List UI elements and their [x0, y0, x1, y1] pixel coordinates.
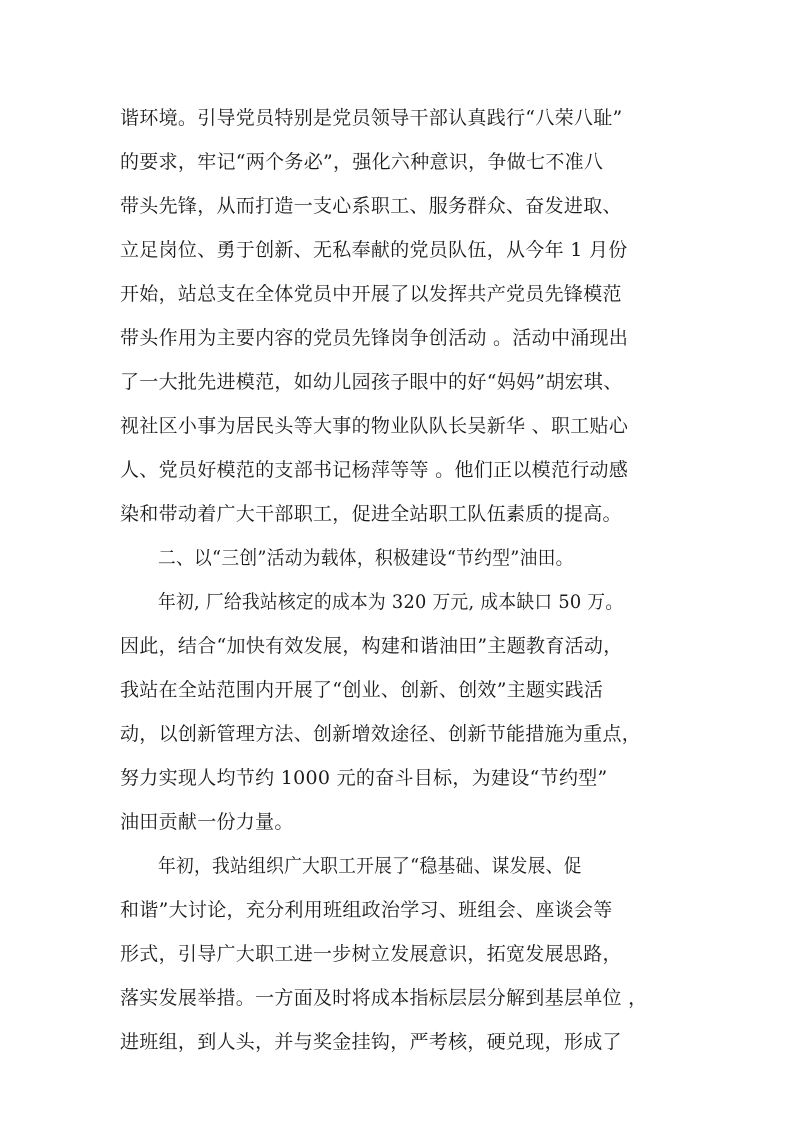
text-line: 年初，我站组织广大职工开展了“稳基础、谋发展、促	[158, 855, 582, 877]
text-line: 形式，引导广大职工进一步树立发展意识，拓宽发展思路，	[120, 943, 622, 965]
text-line: 人、党员好模范的支部书记杨萍等等 。他们正以模范行动感	[120, 459, 629, 481]
text-line: 因此，结合“加快有效发展，构建和谐油田”主题教育活动，	[120, 635, 623, 657]
text-line: 了一大批先进模范，如幼儿园孩子眼中的好“妈妈”胡宏琪、	[120, 371, 623, 393]
text-line: 落实发展举措。一方面及时将成本指标层层分解到基层单位 ，	[120, 987, 648, 1009]
text-line: 开始，站总支在全体党员中开展了以发挥共产党员先锋模范	[120, 283, 622, 305]
text-line: 带头作用为主要内容的党员先锋岗争创活动 。活动中涌现出	[120, 327, 629, 349]
text-line: 进班组，到人头，并与奖金挂钩，严考核，硬兑现，形成了	[120, 1031, 622, 1053]
text-line: 视社区小事为居民头等大事的物业队队长吴新华 、职工贴心	[120, 415, 629, 437]
text-line: 立足岗位、勇于创新、无私奉献的党员队伍，从今年 1 月份	[120, 239, 628, 261]
text-line: 我站在全站范围内开展了“创业、创新、创效”主题实践活	[120, 679, 604, 701]
text-line: 努力实现人均节约 1000 元的奋斗目标，为建设“节约型”	[120, 767, 608, 789]
text-line: 谐环境。引导党员特别是党员领导干部认真践行“八荣八耻”	[120, 107, 623, 129]
section-heading: 二、以“三创”活动为载体，积极建设“节约型”油田。	[158, 547, 574, 569]
text-line: 的要求，牢记“两个务必”，强化六种意识，争做七不准八	[120, 151, 604, 173]
text-line: 动，以创新管理方法、创新增效途径、创新节能措施为重点，	[120, 723, 642, 745]
text-line: 油田贡献一份力量。	[120, 811, 294, 833]
text-line: 染和带动着广大干部职工，促进全站职工队伍素质的提高。	[120, 503, 622, 525]
text-line: 年初, 厂给我站核定的成本为 320 万元, 成本缺口 50 万。	[158, 591, 624, 613]
text-line: 带头先锋，从而打造一支心系职工、服务群众、奋发进取、	[120, 195, 622, 217]
text-line: 和谐”大讨论，充分利用班组政治学习、班组会、座谈会等	[120, 899, 613, 921]
